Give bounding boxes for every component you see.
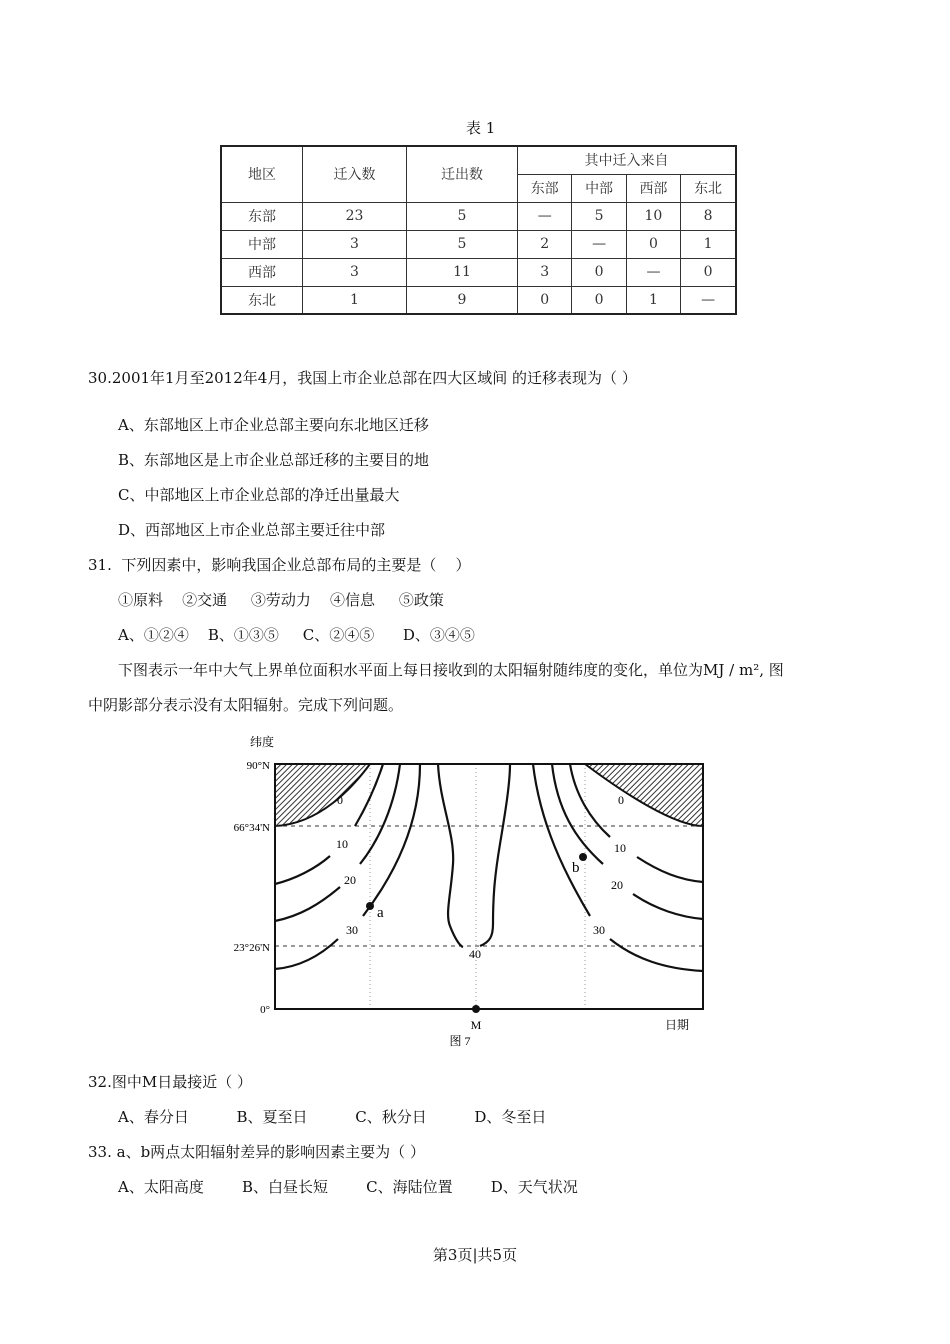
cell-region: 东北	[221, 286, 303, 314]
point-m-marker	[472, 1005, 480, 1013]
cell-from: —	[681, 286, 736, 314]
point-b-label: b	[572, 860, 580, 876]
cell-out: 9	[407, 286, 518, 314]
q32-options: A、春分日 B、夏至日 C、秋分日 D、冬至日	[118, 1108, 547, 1126]
contour-20-right	[633, 894, 703, 919]
header-out: 迁出数	[407, 146, 518, 202]
intro-line-2: 中阴影部分表示没有太阳辐射。完成下列问题。	[88, 696, 404, 714]
ytick-0: 0°	[260, 1004, 270, 1016]
radiation-figure	[220, 730, 740, 1055]
q30-option-b: B、东部地区是上市企业总部迁移的主要目的地	[118, 451, 430, 469]
right-shade-no-radiation	[585, 764, 703, 826]
label-left-30: 30	[346, 923, 358, 937]
cell-from: —	[518, 202, 572, 230]
cell-out: 11	[407, 258, 518, 286]
cell-from: 2	[518, 230, 572, 258]
cell-region: 中部	[221, 230, 303, 258]
cell-in: 1	[303, 286, 407, 314]
migration-table	[220, 145, 737, 315]
cell-from: 1	[626, 286, 680, 314]
label-right-20: 20	[611, 878, 623, 892]
left-shade-no-radiation	[275, 764, 370, 826]
q30-option-d: D、西部地区上市企业总部主要迁往中部	[118, 521, 386, 539]
contour-40	[438, 764, 510, 947]
cell-region: 西部	[221, 258, 303, 286]
cell-from: —	[572, 230, 626, 258]
header-region: 地区	[221, 146, 303, 202]
cell-out: 5	[407, 230, 518, 258]
cell-in: 3	[303, 258, 407, 286]
label-right-30: 30	[593, 923, 605, 937]
contour-30-left	[275, 939, 338, 969]
ytick-66n: 66°34'N	[233, 822, 270, 834]
ytick-90n: 90°N	[246, 760, 270, 772]
cell-from: 0	[626, 230, 680, 258]
cell-in: 23	[303, 202, 407, 230]
table-row	[221, 230, 736, 258]
cell-from: 0	[681, 258, 736, 286]
label-left-20: 20	[344, 873, 356, 887]
table-row	[221, 286, 736, 314]
contour-30-right	[610, 939, 703, 971]
cell-from: 10	[626, 202, 680, 230]
q30-option-a: A、东部地区上市企业总部主要向东北地区迁移	[118, 416, 429, 434]
header-from: 西部	[626, 174, 680, 202]
table-row	[221, 202, 736, 230]
q31-factors: ①原料 ②交通 ③劳动力 ④信息 ⑤政策	[118, 591, 444, 609]
intro-line-1: 下图表示一年中大气上界单位面积水平面上每日接收到的太阳辐射随纬度的变化，单位为MJ / m², 图	[118, 661, 784, 679]
q30-option-c: C、中部地区上市企业总部的净迁出量最大	[118, 486, 400, 504]
cell-from: 3	[518, 258, 572, 286]
cell-from: 8	[681, 202, 736, 230]
point-b-marker	[579, 853, 587, 861]
cell-in: 3	[303, 230, 407, 258]
header-in: 迁入数	[303, 146, 407, 202]
q33-stem: 33. a、b两点太阳辐射差异的影响因素主要为（ ）	[88, 1143, 425, 1161]
label-left-0: 0	[337, 793, 343, 807]
label-left-10: 10	[336, 837, 348, 851]
contour-10-right	[637, 857, 703, 882]
ytick-23n: 23°26'N	[233, 942, 270, 954]
y-axis-label: 纬度	[250, 735, 275, 749]
contour-20-left	[360, 764, 400, 864]
cell-from: 5	[572, 202, 626, 230]
page-footer: 第3页|共5页	[432, 1246, 518, 1264]
m-label: M	[470, 1018, 482, 1032]
table-row	[221, 258, 736, 286]
label-40: 40	[469, 947, 481, 961]
cell-region: 东部	[221, 202, 303, 230]
point-a-marker	[366, 902, 374, 910]
header-from: 东部	[518, 174, 572, 202]
cell-from: 0	[572, 286, 626, 314]
q30-stem: 30.2001年1月至2012年4月，我国上市企业总部在四大区域间 的迁移表现为（ ）	[88, 369, 637, 387]
header-from-group: 其中迁入来自	[518, 146, 737, 174]
cell-from: 1	[681, 230, 736, 258]
header-from: 东北	[681, 174, 736, 202]
label-right-10: 10	[614, 841, 626, 855]
q33-options: A、太阳高度 B、白昼长短 C、海陆位置 D、天气状况	[118, 1178, 578, 1196]
contour-20-right	[552, 764, 603, 864]
contour-30-left	[363, 764, 420, 916]
cell-from: 0	[518, 286, 572, 314]
header-from: 中部	[572, 174, 626, 202]
table-caption: 表 1	[466, 119, 496, 137]
point-a-label: a	[377, 905, 384, 921]
q31-options: A、①②④ B、①③⑤ C、②④⑤ D、③④⑤	[118, 626, 475, 644]
cell-from: —	[626, 258, 680, 286]
cell-from: 0	[572, 258, 626, 286]
contour-20-left	[275, 887, 340, 921]
q31-stem: 31. 下列因素中，影响我国企业总部布局的主要是（ ）	[88, 556, 471, 574]
x-axis-label: 日期	[665, 1018, 690, 1032]
contour-10-left	[275, 856, 330, 884]
label-right-0: 0	[618, 793, 624, 807]
q32-stem: 32.图中M日最接近（ ）	[88, 1073, 252, 1091]
cell-out: 5	[407, 202, 518, 230]
figure-caption: 图 7	[449, 1034, 471, 1048]
